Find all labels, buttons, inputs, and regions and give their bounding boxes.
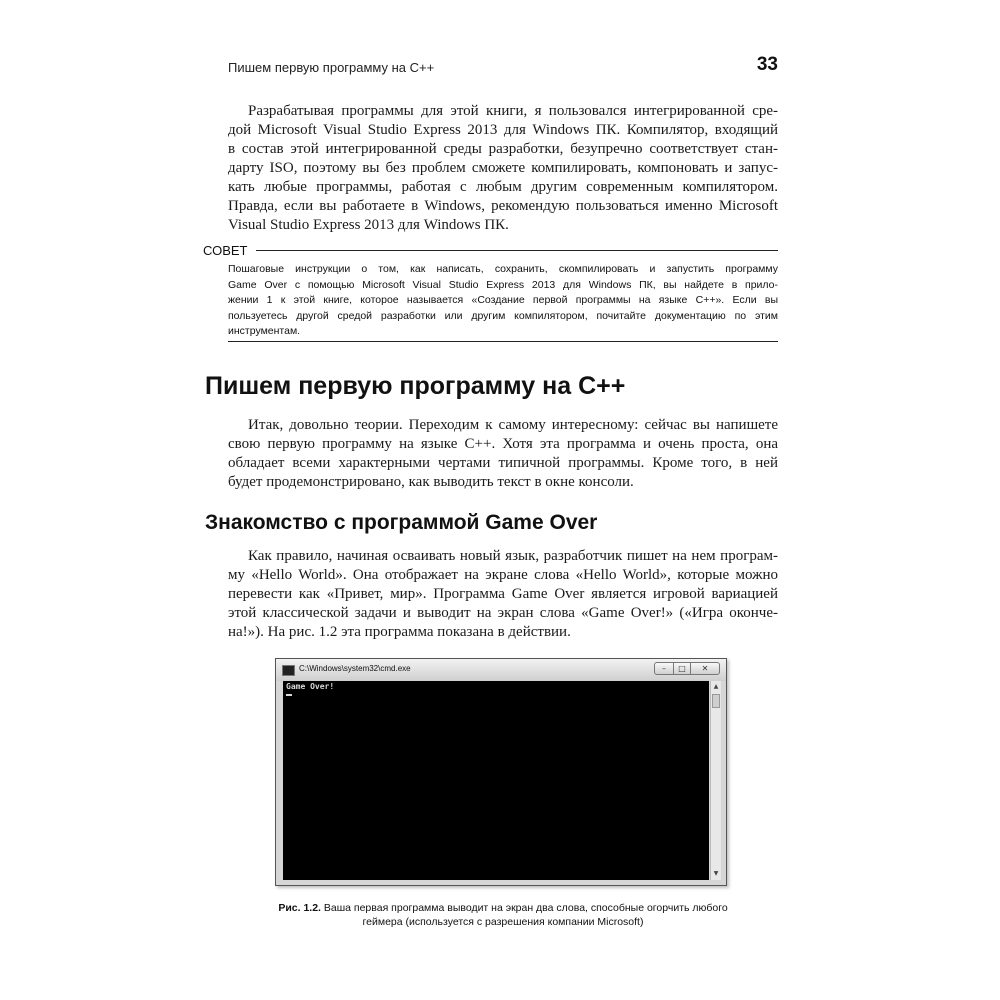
minimize-icon: – xyxy=(654,662,674,675)
section-heading: Пишем первую программу на С++ xyxy=(205,372,626,400)
close-icon: ✕ xyxy=(690,662,720,675)
tip-line: Game Over с помощью Microsoft Visual Studio Express 2013 для Windows ПК, вы найдете в прило- xyxy=(228,278,778,291)
running-title: Пишем первую программу на С++ xyxy=(228,60,435,75)
tip-title: СОВЕТ xyxy=(203,243,248,258)
subsection-heading: Знакомство с программой Game Over xyxy=(205,511,598,534)
tip-line: пользуетесь другой средой разработки или другим компилятором, почитайте документацию по этим xyxy=(228,309,778,322)
tip-bottom-rule xyxy=(228,341,778,342)
scroll-up-icon: ▲ xyxy=(713,683,719,690)
figure-caption xyxy=(228,901,778,929)
section-paragraph xyxy=(228,416,778,492)
window-title: C:\Windows\system32\cmd.exe xyxy=(299,664,411,673)
caption-label: Рис. 1.2. xyxy=(278,902,321,914)
paragraph-line: перевести как «Привет, мир». Программа Game Over является игровой вариацией xyxy=(228,586,778,602)
intro-paragraph xyxy=(228,102,778,235)
tip-top-rule xyxy=(256,250,778,251)
paragraph-line: в состав этой интегрированной среды разработки, безупречно соответствует стан- xyxy=(228,141,778,157)
paragraph-line: на!»). На рис. 1.2 эта программа показана в действии. xyxy=(228,624,571,640)
console-cursor xyxy=(286,694,292,696)
cmd-icon xyxy=(282,665,295,676)
scrollbar xyxy=(710,681,721,880)
console-output-area xyxy=(283,681,709,880)
maximize-icon: □ xyxy=(673,662,691,675)
paragraph-line: обладает всеми характерными чертами типичной программы. Кроме того, в ней xyxy=(228,455,778,471)
paragraph-line: дарту ISO, поэтому вы без проблем сможете компилировать, компоновать и запус- xyxy=(228,160,778,176)
caption-text-line2: геймера (используется с разрешения компании Microsoft) xyxy=(362,916,644,928)
caption-text-line1: Ваша первая программа выводит на экран два слова, способные огорчить любого xyxy=(320,902,728,914)
scroll-thumb xyxy=(712,694,720,708)
paragraph-line: му «Hello World». Она отображает на экране слова «Hello World», которые можно xyxy=(228,567,778,583)
tip-line: инструментам. xyxy=(228,325,301,337)
subsection-paragraph xyxy=(228,547,778,642)
title-bar xyxy=(276,659,726,681)
paragraph-line: Visual Studio Express 2013 для Windows ПК. xyxy=(228,217,509,233)
paragraph-line: Как правило, начиная осваивать новый язык, разработчик пишет на нем програм- xyxy=(248,548,778,564)
scroll-down-icon: ▼ xyxy=(713,870,719,877)
paragraph-line: Итак, довольно теории. Переходим к самому интересному: сейчас вы напишете xyxy=(248,417,778,433)
console-output-text: Game Over! xyxy=(286,682,335,691)
paragraph-line: дой Microsoft Visual Studio Express 2013 для Windows ПК. Компилятор, входящий xyxy=(228,122,778,138)
page-number: 33 xyxy=(756,54,778,75)
paragraph-line: будет продемонстрировано, как выводить текст в окне консоли. xyxy=(228,474,634,490)
tip-body xyxy=(228,262,778,340)
tip-line: Пошаговые инструкции о том, как написать, сохранить, скомпилировать и запустить программу xyxy=(228,263,778,275)
tip-line: жении 1 к этой книге, которое называется «Создание первой программы на языке С++». Если вы xyxy=(228,294,778,306)
paragraph-line: кать любые программы, работая с любым другим современным компилятором. xyxy=(228,179,778,195)
paragraph-line: Правда, если вы работаете в Windows, рекомендую пользоваться именно Microsoft xyxy=(228,198,778,214)
paragraph-line: свою первую программу на языке С++. Хотя эта программа и очень проста, она xyxy=(228,436,778,452)
console-window-figure xyxy=(275,658,727,886)
paragraph-line: Разрабатывая программы для этой книги, я пользовался интегрированной сре- xyxy=(248,103,778,119)
paragraph-line: этой классической задачи и выводит на экран слова «Game Over!» («Игра оконче- xyxy=(228,605,778,621)
